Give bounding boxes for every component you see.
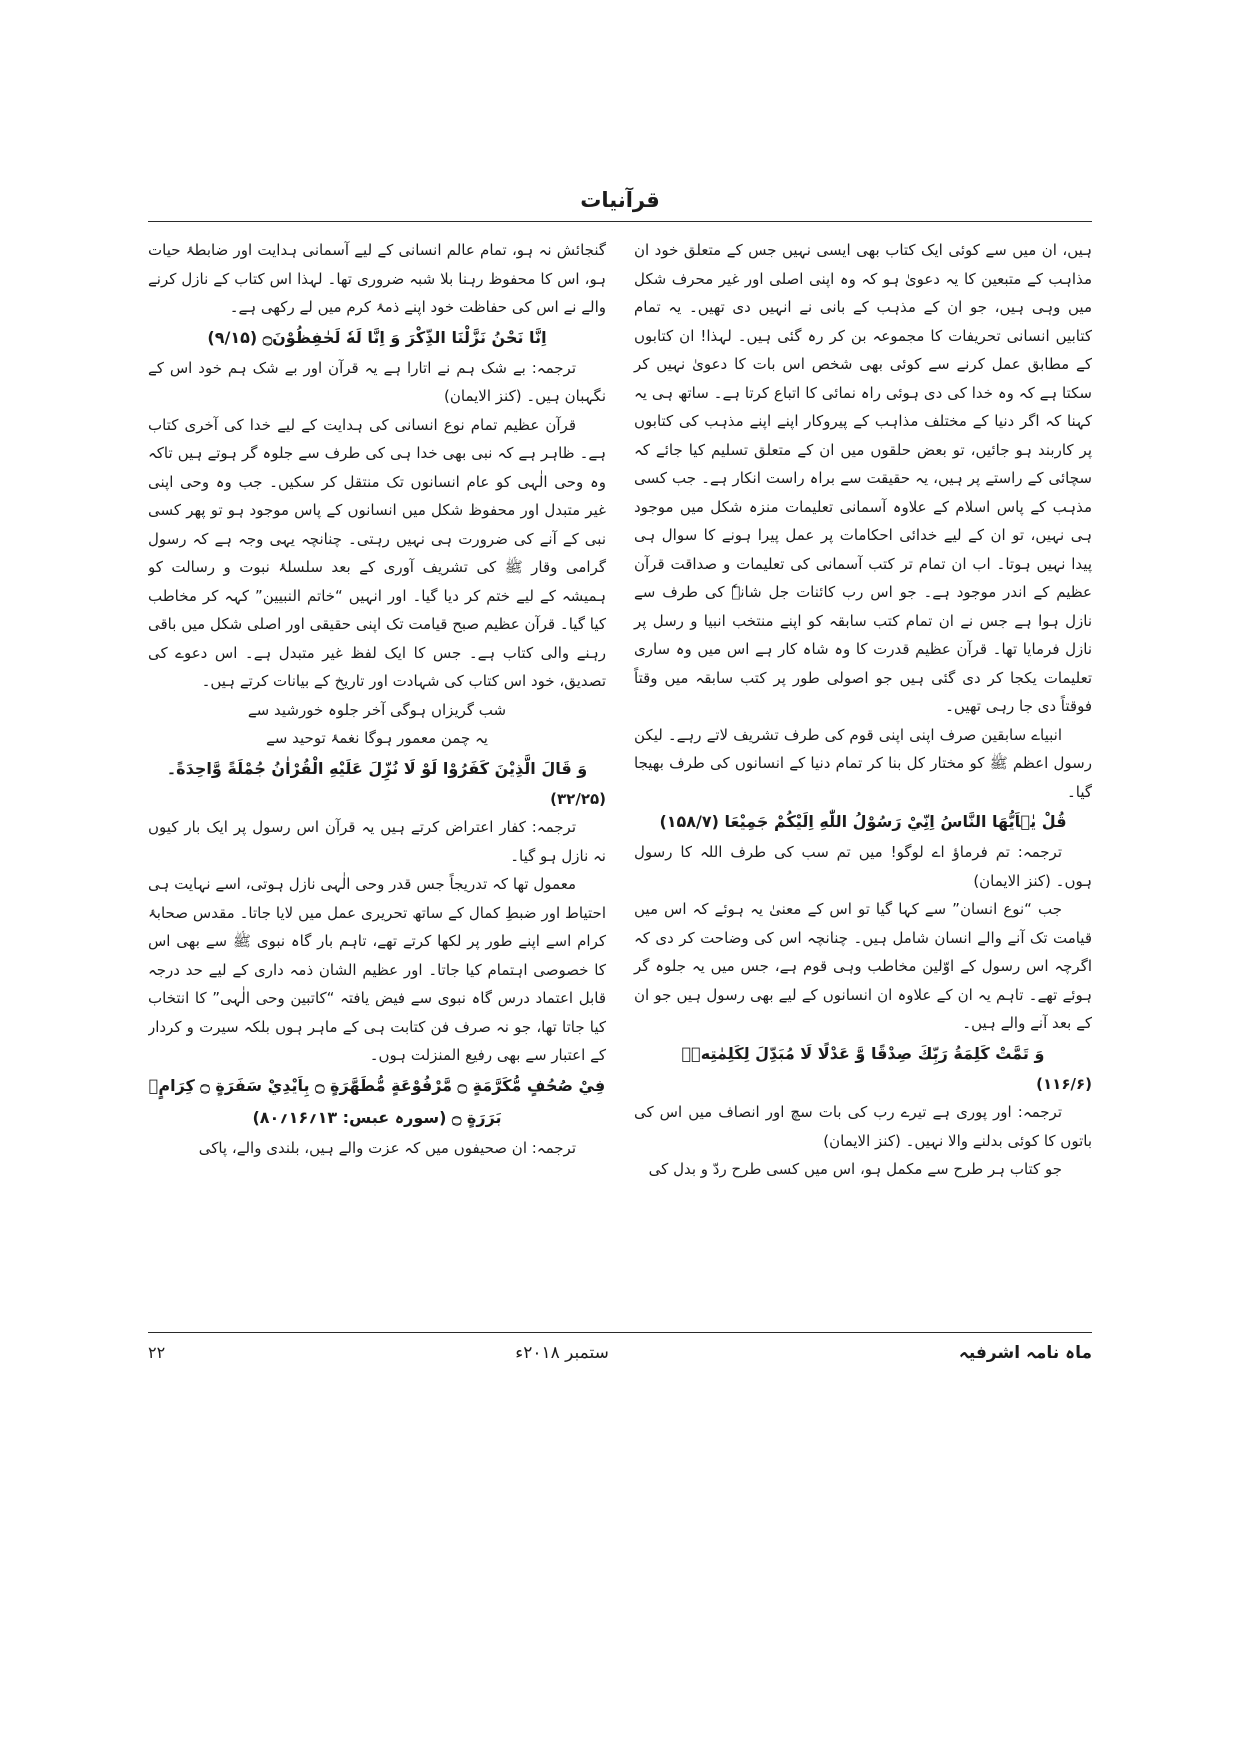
quran-verse: وَ قَالَ الَّذِيْنَ كَفَرُوْا لَوْ لَا نُزِّلَ عَلَيْهِ الْقُرْاٰنُ جُمْلَةً وَّاحِدَةً۔ bbox=[166, 758, 588, 778]
body-paragraph: جب “نوع انسان” سے کہا گیا تو اس کے معنیٰ یہ ہوئے کہ اس میں قیامت تک آنے والے انسان شامل ہیں۔ چنانچہ اس کی وضاحت کر دی کہ اگرچہ اس رسول کے اوّلین مخاطب وہی قوم ہے، جس میں یہ جلوہ گر ہوئے تھے۔ تاہم یہ ان کے علاوہ ان انسانوں کے لیے بھی رسول ہیں جو ان کے بعد آنے والے ہیں۔ bbox=[634, 900, 1092, 1032]
body-paragraph: انبیاے سابقین صرف اپنی اپنی قوم کی طرف تشریف لاتے رہے۔ لیکن رسول اعظم ﷺ کو مختار کل بنا کر تمام دنیا کے انسانوں کی طرف بھیجا گیا۔ bbox=[634, 725, 1092, 801]
two-column-text-area bbox=[148, 236, 1092, 1308]
verse-reference: (۱۱۶/۶) bbox=[1036, 1074, 1092, 1093]
body-paragraph: جو کتاب ہر طرح سے مکمل ہو، اس میں کسی طرح ردّ و بدل کی bbox=[648, 1160, 1062, 1178]
text-column-right bbox=[634, 236, 1092, 1308]
section-title: قرآنیات bbox=[580, 188, 660, 212]
translation-paragraph: ترجمہ: کفار اعتراض کرتے ہیں یہ قرآن اس رسول پر ایک بار کیوں نہ نازل ہو گیا۔ bbox=[148, 818, 606, 865]
text-column-left bbox=[148, 236, 606, 1308]
page-content bbox=[148, 188, 1092, 1308]
quran-verse: وَ تَمَّتْ كَلِمَةُ رَبِّكَ صِدْقًا وَّ عَدْلًا لَا مُبَدِّلَ لِكَلِمٰتِهٖ۔ bbox=[681, 1043, 1045, 1063]
quran-verse: اِنَّا نَحْنُ نَزَّلْنَا الذِّكْرَ وَ اِنَّا لَهٗ لَحٰفِظُوْنَ۝ (۹/۱۵) bbox=[207, 327, 547, 347]
poetry-line: یہ چمن معمور ہوگا نغمۂ توحید سے bbox=[266, 729, 488, 747]
body-paragraph: قرآن عظیم تمام نوع انسانی کی ہدایت کے لیے خدا کی آخری کتاب ہے۔ ظاہر ہے کہ نبی بھی خدا ہی کی طرف سے جلوہ گر ہوتے ہیں تاکہ وہ وحی الٰہی کو عام انسانوں تک منتقل کر سکیں۔ جب وہ وحی اپنی غیر متبدل اور محفوظ شکل میں انسانوں کے پاس موجود ہو تو پھر کسی نبی کے آنے کی ضرورت ہی نہیں رہتی۔ چنانچہ یہی وجہ ہے کہ رسول گرامی وقار ﷺ کی تشریف آوری کے بعد سلسلۂ نبوت و رسالت کو ہمیشہ کے لیے ختم کر دیا گیا۔ اور انہیں “خاتم النبیین” کہہ کر مخاطب کیا گیا۔ قرآن عظیم صبح قیامت تک اپنی حقیقی اور اصلی شکل میں باقی رہنے والی کتاب ہے۔ جس کا ایک لفظ غیر متبدل ہے۔ اس دعوے کی تصدیق، خود اس کتاب کی شہادت اور تاریخ کے بیانات کرتے ہیں۔ bbox=[148, 415, 606, 690]
translation-paragraph: ترجمہ: بے شک ہم نے اتارا ہے یہ قرآن اور بے شک ہم خود اس کے نگہبان ہیں۔ (کنز الایمان) bbox=[148, 358, 606, 405]
body-paragraph: معمول تھا کہ تدریجاً جس قدر وحی الٰہی نازل ہوتی، اسے نہایت ہی احتیاط اور ضبطِ کمال کے ساتھ تحریری عمل میں لایا جاتا۔ مقدس صحابۂ کرام اسے اپنے طور پر لکھا کرتے تھے، تاہم بار گاہ نبوی ﷺ سے بھی اس کا خصوصی اہتمام کیا جاتا۔ اور عظیم الشان ذمہ داری کے لیے حد درجہ قابل اعتماد درس گاہ نبوی سے فیض یافتہ “کاتبین وحی الٰہی” کا انتخاب کیا جاتا تھا، جو نہ صرف فن کتابت ہی کے ماہر ہوں بلکہ سیرت و کردار کے اعتبار سے بھی رفیع المنزلت ہوں۔ bbox=[148, 875, 606, 1064]
body-paragraph: گنجائش نہ ہو، تمام عالم انسانی کے لیے آسمانی ہدایت اور ضابطۂ حیات ہو، اس کا محفوظ رہنا بلا شبہ ضروری تھا۔ لہذا اس کتاب کے نازل کرنے والے نے اس کی حفاظت خود اپنے ذمۂ کرم میں لے رکھی ہے۔ bbox=[148, 241, 606, 316]
verse-reference: (۳۲/۲۵) bbox=[550, 789, 606, 808]
translation-paragraph: ترجمہ: اور پوری ہے تیرے رب کی بات سچ اور انصاف میں اس کی باتوں کا کوئی بدلنے والا نہیں۔ (کنز الایمان) bbox=[634, 1103, 1092, 1150]
quran-verse: فِيْ صُحُفٍ مُّكَرَّمَةٍ ۝ مَّرْفُوْعَةٍ مُّطَهَّرَةٍ ۝ بِاَيْدِيْ سَفَرَةٍ ۝ كِرَامٍۭ بَرَرَةٍ ۝ (سورہ عبس: ۱۳؍۱۶؍۸۰) bbox=[148, 1075, 606, 1127]
footer-divider bbox=[148, 1332, 1092, 1333]
poetry-line: شب گریزاں ہوگی آخر جلوہ خورشید سے bbox=[247, 700, 507, 719]
footer-page-number: ۲۲ bbox=[148, 1343, 166, 1362]
quran-verse: قُلْ يٰۤاَيُّهَا النَّاسُ اِنِّيْ رَسُوْلُ اللّٰهِ اِلَيْكُمْ جَمِيْعَا (۱۵۸/۷) bbox=[659, 812, 1067, 831]
translation-paragraph: ترجمہ: تم فرماؤ اے لوگو! میں تم سب کی طرف اللہ کا رسول ہوں۔ (کنز الایمان) bbox=[634, 843, 1092, 890]
footer-magazine-name: ماہ نامہ اشرفیہ bbox=[958, 1343, 1092, 1363]
footer-date: ستمبر ۲۰۱۸ء bbox=[515, 1343, 609, 1363]
body-paragraph: ہیں، ان میں سے کوئی ایک کتاب بھی ایسی نہیں جس کے متعلق خود ان مذاہب کے متبعین کا یہ دعویٰ ہو کہ وہ اپنی اصلی اور غیر محرف شکل میں وہی ہیں، جو ان کے مذہب کے بانی نے انہیں دی تھیں۔ یہ تمام کتابیں انسانی تحریفات کا مجموعہ بن کر رہ گئی ہیں۔ لہذا! ان کتابوں کے مطابق عمل کرنے سے کوئی بھی شخص اس بات کا دعویٰ نہیں کر سکتا ہے کہ وہ خدا کی دی ہوئی راہ نمائی کا اتباع کرتا ہے۔ ساتھ ہی یہ کہنا کہ اگر دنیا کے مختلف مذاہب کے پیروکار اپنے اپنے مذہب کی کتابوں پر کاربند ہو جائیں، تو بعض حلقوں میں ان کے متعلق تسلیم کیا جائے کہ سچائی کے راستے پر ہیں، یہ حقیقت سے براہ راست انکار ہے۔ جب کسی مذہب کے پاس اسلام کے علاوہ آسمانی تعلیمات منزہ شکل میں موجود ہی نہیں، تو ان کے لیے خدائی احکامات پر عمل پیرا ہونے کا سوال ہی پیدا نہیں ہوتا۔ اب ان تمام تر کتب آسمانی کی تعلیمات و صداقت قرآن عظیم کے اندر موجود ہے۔ جو اس رب کائنات جل شانہٗ کی طرف سے نازل ہوا ہے جس نے ان تمام کتب سابقہ کو اپنے منتخب انبیا و رسل پر نازل فرمایا تھا۔ قرآن عظیم قدرت کا وہ شاہ کار ہے اس میں وہ ساری تعلیمات یکجا کر دی گئی ہیں جو اصولی طور پر کتب سابقہ میں وقتاً فوقتاً دی جا رہی تھیں۔ bbox=[634, 241, 1092, 715]
page-footer bbox=[148, 1342, 1092, 1363]
header-divider bbox=[148, 221, 1092, 222]
translation-paragraph: ترجمہ: ان صحیفوں میں کہ عزت والے ہیں، بلندی والے، پاکی bbox=[198, 1138, 576, 1157]
